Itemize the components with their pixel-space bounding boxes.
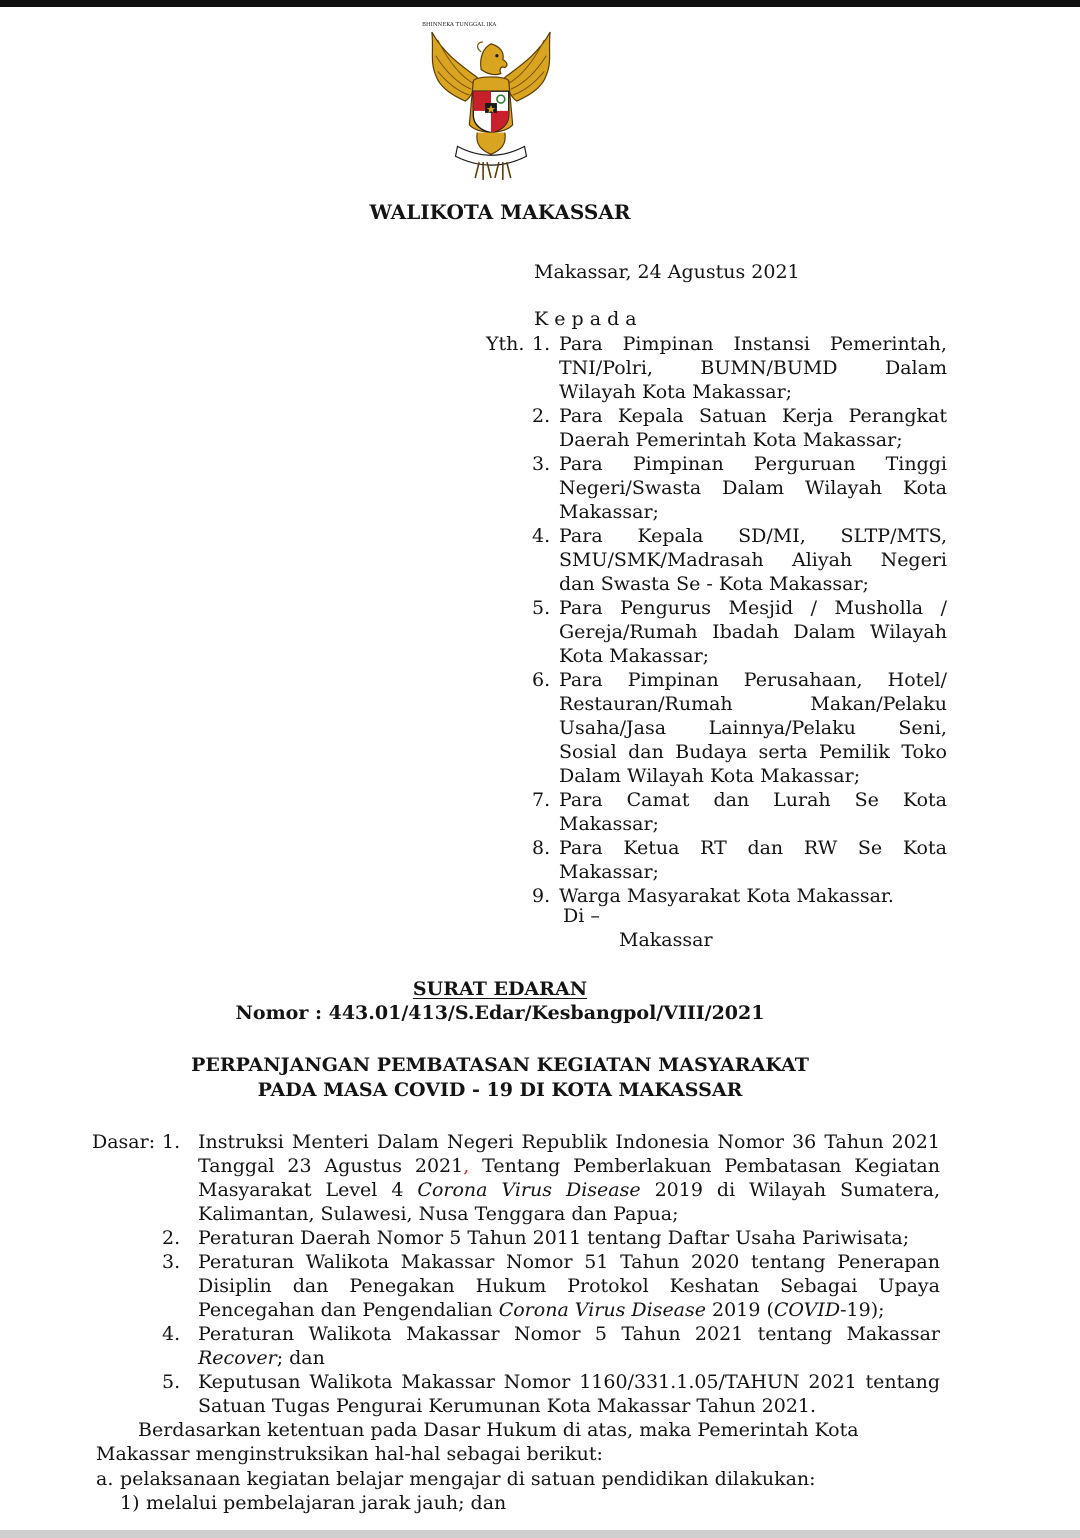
emblem-motto: BHINNEKA TUNGGAL IKA <box>422 22 497 29</box>
basis-list <box>162 1130 940 1418</box>
basis-run: ; dan <box>276 1347 325 1369</box>
basis-run: COVID <box>773 1299 841 1321</box>
basis-run: 2019 di Wilayah Sumatera, <box>640 1179 941 1201</box>
recipient-number: 7. <box>532 789 551 811</box>
recipient-line: Para Kepala SD/MI, SLTP/MTS, <box>559 525 947 547</box>
recipient-line: Wilayah Kota Makassar; <box>559 381 793 403</box>
basis-run: Peraturan Walikota Makassar Nomor 5 Tahun 2021 tentang Makassar <box>198 1323 940 1345</box>
recipient-item <box>532 452 947 524</box>
basis-number: 4. <box>162 1323 181 1345</box>
recipient-number: 6. <box>532 669 551 691</box>
point-a-marker: a. <box>96 1468 114 1490</box>
recipient-line: dan Swasta Se - Kota Makassar; <box>559 573 869 595</box>
garuda-pancasila-emblem-icon <box>422 22 560 184</box>
recipient-line: Makassar; <box>559 861 659 883</box>
recipient-line: Para Pengurus Mesjid / Musholla / <box>559 597 947 619</box>
basis-run: Masyarakat Level 4 <box>198 1179 418 1201</box>
recipient-item <box>532 788 947 836</box>
intro-line-1: Berdasarkan ketentuan pada Dasar Hukum di atas, maka Pemerintah Kota <box>138 1419 859 1441</box>
basis-run: Keputusan Walikota Makassar Nomor 1160/331.1.05/TAHUN 2021 tentang <box>198 1371 940 1393</box>
recipient-line: Daerah Pemerintah Kota Makassar; <box>559 429 903 451</box>
recipient-line: Makassar; <box>559 501 659 523</box>
recipient-item <box>532 836 947 884</box>
basis-line <box>198 1154 940 1178</box>
recipient-item <box>532 524 947 596</box>
recipient-list <box>532 332 947 908</box>
basis-item <box>162 1250 940 1322</box>
recipient-line: TNI/Polri, BUMN/BUMD Dalam <box>559 357 947 379</box>
recipient-number: 4. <box>532 525 551 547</box>
basis-run: , <box>463 1155 470 1177</box>
basis-number: 2. <box>162 1227 181 1249</box>
recipient-number: 8. <box>532 837 551 859</box>
top-border <box>0 0 1080 7</box>
point-a-text: pelaksanaan kegiatan belajar mengajar di satuan pendidikan dilakukan: <box>120 1468 816 1490</box>
basis-item <box>162 1226 940 1250</box>
recipient-number: 3. <box>532 453 551 475</box>
recipient-line: Para Pimpinan Perusahaan, Hotel/ <box>559 669 947 691</box>
basis-number: 5. <box>162 1371 181 1393</box>
recipient-line: Sosial dan Budaya serta Pemilik Toko <box>559 741 947 763</box>
basis-line <box>198 1370 940 1394</box>
recipient-item <box>532 404 947 452</box>
recipient-line: Para Camat dan Lurah Se Kota <box>559 789 947 811</box>
basis-run: Corona Virus Disease <box>498 1299 707 1321</box>
recipient-item <box>532 596 947 668</box>
basis-item <box>162 1370 940 1418</box>
recipient-line: Dalam Wilayah Kota Makassar; <box>559 765 861 787</box>
basis-line <box>198 1274 940 1298</box>
recipient-line: Restauran/Rumah Makan/Pelaku <box>559 693 947 715</box>
basis-line <box>198 1202 940 1226</box>
subject-line-1: PERPANJANGAN PEMBATASAN KEGIATAN MASYARAKAT <box>191 1054 809 1076</box>
recipient-line: Kota Makassar; <box>559 645 710 667</box>
point-a1-marker: 1) <box>120 1492 140 1514</box>
basis-run: Peraturan Daerah Nomor 5 Tahun 2011 tentang Daftar Usaha Pariwisata; <box>198 1227 910 1249</box>
office-heading: WALIKOTA MAKASSAR <box>369 200 631 224</box>
recipient-number: 2. <box>532 405 551 427</box>
basis-number: 1. <box>162 1131 181 1153</box>
subject-line-2: PADA MASA COVID - 19 DI KOTA MAKASSAR <box>257 1079 743 1101</box>
recipient-line: Negeri/Swasta Dalam Wilayah Kota <box>559 477 947 499</box>
basis-run: Peraturan Walikota Makassar Nomor 51 Tahun 2020 tentang Penerapan <box>198 1251 940 1273</box>
di-label: Di – <box>563 905 600 927</box>
basis-item <box>162 1130 940 1226</box>
basis-line <box>198 1178 940 1202</box>
basis-line <box>198 1394 940 1418</box>
basis-run: Pencegahan dan Pengendalian <box>198 1299 499 1321</box>
recipient-line: SMU/SMK/Madrasah Aliyah Negeri <box>559 549 947 571</box>
circular-title: SURAT EDARAN <box>412 978 588 1000</box>
basis-line <box>198 1250 940 1274</box>
bottom-border <box>0 1530 1080 1538</box>
basis-run: Tentang Pemberlakuan Pembatasan Kegiatan <box>469 1155 940 1177</box>
basis-number: 3. <box>162 1251 181 1273</box>
recipient-item <box>532 668 947 788</box>
recipient-line: Makassar; <box>559 813 659 835</box>
recipient-line: Para Kepala Satuan Kerja Perangkat <box>559 405 947 427</box>
basis-run: -19); <box>840 1299 885 1321</box>
yth-label: Yth. <box>486 333 525 355</box>
basis-line <box>198 1130 940 1154</box>
basis-run: Kalimantan, Sulawesi, Nusa Tenggara dan Papua; <box>198 1203 679 1225</box>
recipient-line: Gereja/Rumah Ibadah Dalam Wilayah <box>559 621 947 643</box>
basis-run: Disiplin dan Penegakan Hukum Protokol Keshatan Sebagai Upaya <box>198 1275 940 1297</box>
recipient-line: Usaha/Jasa Lainnya/Pelaku Seni, <box>559 717 947 739</box>
basis-item <box>162 1322 940 1370</box>
basis-label: Dasar: <box>92 1131 156 1153</box>
basis-run: Instruksi Menteri Dalam Negeri Republik Indonesia Nomor 36 Tahun 2021 <box>198 1131 940 1153</box>
recipient-number: 5. <box>532 597 551 619</box>
point-a1-text: melalui pembelajaran jarak jauh; dan <box>146 1492 507 1514</box>
intro-line-2: Makassar menginstruksikan hal-hal sebagai berikut: <box>96 1443 603 1465</box>
recipient-line: Warga Masyarakat Kota Makassar. <box>559 885 894 907</box>
recipient-number: 9. <box>532 885 551 907</box>
recipient-line: Para Pimpinan Perguruan Tinggi <box>559 453 947 475</box>
basis-line <box>198 1298 940 1322</box>
basis-run: Satuan Tugas Pengurai Kerumunan Kota Makassar Tahun 2021. <box>198 1395 817 1417</box>
city-label: Makassar <box>619 929 713 951</box>
recipient-number: 1. <box>532 333 551 355</box>
basis-run: Recover <box>198 1347 277 1369</box>
kepada-label: K e p a d a <box>534 308 637 330</box>
basis-line <box>198 1346 940 1370</box>
recipient-line: Para Ketua RT dan RW Se Kota <box>559 837 947 859</box>
basis-run: 2019 ( <box>706 1299 774 1321</box>
basis-line <box>198 1322 940 1346</box>
recipient-item <box>532 332 947 404</box>
circular-number: Nomor : 443.01/413/S.Edar/Kesbangpol/VIII/2021 <box>235 1002 765 1024</box>
basis-line <box>198 1226 940 1250</box>
place-date: Makassar, 24 Agustus 2021 <box>534 261 800 283</box>
recipient-line: Para Pimpinan Instansi Pemerintah, <box>559 333 947 355</box>
basis-run: Corona Virus Disease <box>417 1179 641 1201</box>
basis-run: Tanggal 23 Agustus 2021 <box>198 1155 464 1177</box>
